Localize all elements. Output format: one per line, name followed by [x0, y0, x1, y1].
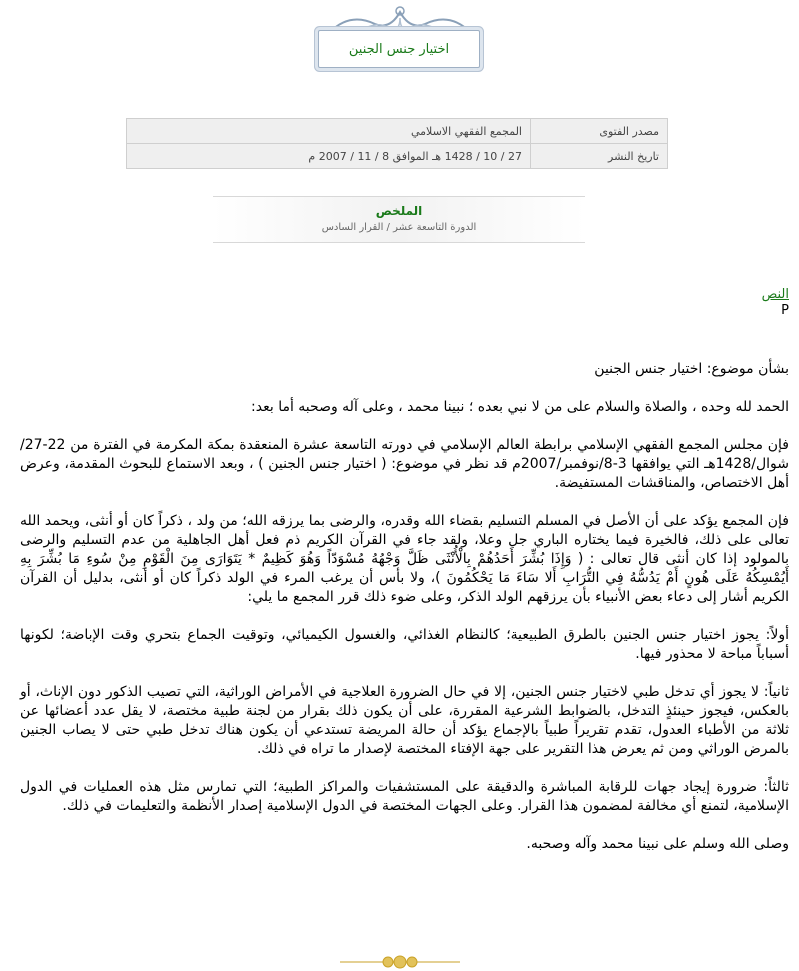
ruling-second: ثانياً: لا يجوز أي تدخل طبي لاختيار جنس الجنين، إلا في حال الضرورة العلاجية في الأمراض الوراثية، التي تصيب الذكور دون الإناث، أو بالعكس، فيجوز حينئذٍ التدخل، بالضوابط الشرعية المقررة، على أن يكون ذلك بقرار من لجنة طبية مختصة، لا يقل عدد أعضائها عن ثلاثة من الأطباء العدول، تقدم تقريراً طبياً بالإجماع يؤكد أن حالة المريضة تستدعي أن يكون هناك تدخل طبي حتى لا يصاب الجنين بالمرض الوراثي ومن ثم يعرض هذا التقرير على جهة الإفتاء المختصة لإصدار ما تراه في ذلك.	[20, 684, 789, 757]
ruling-first: أولاً: يجوز اختيار جنس الجنين بالطرق الطبيعية؛ كالنظام الغذائي، والغسول الكيميائي، وتوقيت الجماع بتحري وقت الإباضة؛ لكونها أسباباً مباحة لا محذور فيها.	[20, 627, 789, 662]
meta-value: المجمع الفقهي الاسلامي	[127, 119, 531, 144]
summary-heading: الملخص	[375, 204, 423, 218]
intro-paragraph: فإن مجلس المجمع الفقهي الإسلامي برابطة العالم الإسلامي في دورته التاسعة عشرة المنعقدة بمكة المكرمة في الفترة من 22-27/ شوال/1428هـ التي يوافقها 3-8/نوفمبر/2007م قد نظر في موضوع: ( اختيار جنس الجنين ) ، وبعد الاستماع للبحوث المقدمة، وعرض أهل الاختصاص، والمناقشات المستفيضة.	[20, 437, 789, 491]
meta-row-source	[127, 119, 668, 144]
context-paragraph: فإن المجمع يؤكد على أن الأصل في المسلم التسليم بقضاء الله وقدره، والرضى بما يرزقه الله؛ من ولد ، ذكراً كان أو أنثى، ويحمد الله تعالى على ذلك، فالخيرة فيما يختاره الباري جل وعلا، ولقد جاء في القرآن الكريم ذم فعل أهل الجاهلية من عدم التسليم والرضى بالمولود إذا كان أنثى قال تعالى : ( وَإِذَا بُشِّرَ أَحَدُهُمْ بِالْأُنْثَى ظَلَّ وَجْهُهُ مُسْوَدّاً وَهُوَ كَظِيمٌ * يَتَوَارَى مِنَ الْقَوْمِ مِنْ سُوءِ مَا بُشِّرَ بِهِ أَيُمْسِكُهُ عَلَى هُونٍ أَمْ يَدُسُّهُ فِي التُّرَابِ أَلا سَاءَ مَا يَحْكُمُونَ )، ولا بأس أن يرغب المرء في الولد ذكراً كان أو أنثى، بدليل أن القرآن الكريم أشار إلى دعاء بعض الأنبياء بأن يرزقهم الولد الذكر، وعلى ضوء ذلك قرر المجمع ما يلي:	[20, 513, 789, 605]
ornament-bottom-icon	[340, 952, 460, 971]
closing-line: وصلى الله وسلم على نبينا محمد وآله وصحبه.	[526, 836, 789, 852]
page-title: اختيار جنس الجنين	[348, 41, 450, 57]
meta-value: 27 / 10 / 1428 هـ الموافق 8 / 11 / 2007 م	[127, 144, 531, 169]
fatwa-meta-table	[126, 118, 668, 169]
title-box	[318, 30, 480, 68]
subject-line: بشأن موضوع: اختيار جنس الجنين	[594, 361, 789, 377]
meta-label: مصدر الفتوى	[531, 119, 668, 144]
text-section-label[interactable]: النص	[761, 287, 789, 302]
meta-row-date	[127, 144, 668, 169]
summary-box	[213, 196, 585, 243]
opening-paragraph: الحمد لله وحده ، والصلاة والسلام على من لا نبي بعده ؛ نبينا محمد ، وعلى آله وصحبه أما بعد:	[251, 399, 789, 415]
summary-subtitle: الدورة التاسعة عشر / القرار السادس	[321, 222, 477, 233]
fatwa-body	[20, 360, 789, 873]
paragraph-marker: P	[781, 303, 789, 318]
meta-label: تاريخ النشر	[531, 144, 668, 169]
ruling-third: ثالثاً: ضرورة إيجاد جهات للرقابة المباشرة والدقيقة على المستشفيات والمراكز الطبية؛ التي تمارس مثل هذه العمليات في الدول الإسلامية، لتمنع أي مخالفة لمضمون هذا القرار. وعلى الجهات المختصة في الدول الإسلامية إصدار الأنظمة والتعليمات في ذلك.	[20, 779, 789, 814]
page-header	[0, 0, 799, 80]
